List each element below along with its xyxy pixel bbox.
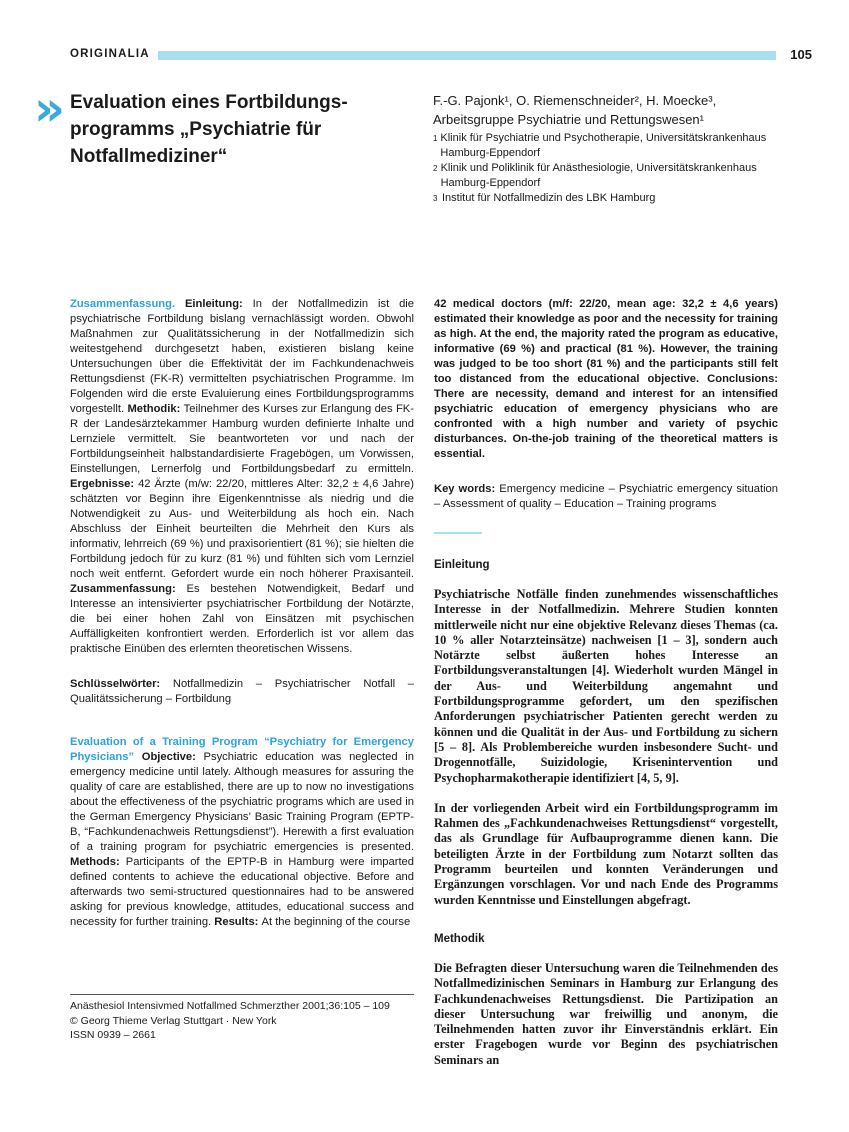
affiliation-item bbox=[433, 131, 793, 161]
author-line-2: Arbeitsgruppe Psychiatrie und Rettungswesen¹ bbox=[433, 111, 704, 127]
intro-label: Einleitung: bbox=[184, 298, 243, 310]
article-title: Evaluation eines Fortbildungsprogramms „Psychiatrie für Notfallmediziner“ bbox=[70, 92, 348, 167]
left-column bbox=[70, 297, 414, 930]
body-paragraph: In der vorliegenden Arbeit wird ein Fortbildungsprogramm im Rahmen des „Fachkundenachweises Rettungsdienst“ vorgestellt, das als Grundlage für Aufbauprogramme dienen kann. Die beteiligten Ärzte in der Fortbildung zum Notarzt sollten das Programm beurteilen und konnten Veränderungen und Ergänzungen vorschlagen. Vor und nach Ende des Programms wurden Kenntnisse und Einstellungen abgefragt. bbox=[434, 800, 778, 907]
abstract-german bbox=[70, 297, 414, 657]
abstract-english-part1 bbox=[70, 735, 414, 930]
method-text: Teilnehmer des Kurses zur Erlangung des FK-R der Landesärztekammer Hamburg wurden definierte Inhalte und Lernziele vermittelt. Sie beantworteten vor und nach der Fortbildungseinheit halbstandardisierte Fragebögen, um Vorwissen, Einstellungen, Lernerfolg und Fortbildungsbedarf zu ermitteln. bbox=[70, 403, 414, 475]
results-text-en-part1: At the beginning of the course bbox=[261, 916, 411, 928]
journal-citation: Anästhesiol Intensivmed Notfallmed Schmerzther 2001;36:105 – 109 bbox=[70, 1000, 390, 1012]
abstract-english-part2 bbox=[434, 297, 778, 462]
body-paragraph: Psychiatrische Notfälle finden zunehmendes wissenschaftliches Interesse in der Notfallmedizin. Mehrere Studien konnten mittlerweile nicht nur eine objektive Relevanz dieses Themas (ca. 10 % aller Notarzteinsätze) nachweisen [1 – 3], sondern auch Notärzte selbst äußerten hohes Interesse an Fortbildungsveranstaltungen [4]. Wiederholt wurden Mängel in der Aus- und Weiterbildung angemahnt und Fortbildungsprogramme gefordert, um den spezifischen Anforderungen psychiatrischer Patienten gerecht werden zu können und die Qualität in der Aus- und Fortbildung zu sichern [5 – 8]. Als Problembereiche wurden insbesondere Sucht- und Drogennotfälle, Suizidologie, Krisenintervention und Psychopharmakotherapie identifiziert [4, 5, 9]. bbox=[434, 587, 778, 785]
author-line-1: F.-G. Pajonk¹, O. Riemenschneider², H. Moecke³, bbox=[433, 93, 717, 108]
section-heading-methodik: Methodik bbox=[434, 932, 485, 945]
keywords-label-de: Schlüsselwörter: bbox=[70, 678, 161, 690]
methods-text: Participants of the EPTP-B in Hamburg were imparted defined contents to achieve the educational objective. Before and afterwards two semi-structured questionnaires had to be answered asking for previous knowledge, attitudes, educational success and necessity for further training. bbox=[70, 856, 415, 928]
results-text-en-part2: 42 medical doctors (m/f: 22/20, mean age: 32,2 ± 4,6 years) estimated their knowledge as poor and the necessity for training as high. At the end, the majority rated the program as educative, informative (69 %) and practical (81 %). However, the training was judged to be too short (81 %) and the participants still felt too distanced from the educational objective. bbox=[434, 298, 778, 385]
affiliation-number: 1 bbox=[433, 134, 438, 143]
abstract-heading-de: Zusammenfassung. bbox=[70, 298, 176, 310]
abstract-heading-en: Evaluation of a Training Program “Psychiatry for Emergency Physicians” bbox=[70, 736, 414, 763]
results-label-en: Results: bbox=[214, 916, 259, 928]
affiliation-text: Klinik für Psychiatrie und Psychotherapie, Universitätskrankenhaus Hamburg-Eppendorf bbox=[440, 132, 767, 159]
summary-label: Zusammenfassung: bbox=[70, 583, 176, 595]
keywords-english bbox=[434, 482, 778, 512]
body-paragraph: Die Befragten dieser Untersuchung waren die Teilnehmenden des Notfallmedizinischen Seminars in Hamburg zur Erlangung des Fachkundenachweises Rettungsdienst. Die Partizipation an dieser Untersuchung war freiwillig und anonym, die Teilnehmenden hatten zuvor ihr Einverständnis erklärt. Ein erster Fragebogen wurde vor Beginn des psychiatrischen Seminars an bbox=[434, 960, 778, 1067]
summary-text: Es bestehen Notwendigkeit, Bedarf und Interesse an intensivierter psychiatrischer Fortbildung der Notärzte, die bei einer hohen Zahl von Einsätzen mit psychischen Auffälligkeiten konfrontiert werden. Erforderlich ist vor allem das praktische Einüben des erlernten theoretischen Wissens. bbox=[70, 583, 414, 655]
section-divider bbox=[434, 532, 482, 534]
issn-line: ISSN 0939 – 2661 bbox=[70, 1029, 156, 1041]
conclusions-text: There are necessity, demand and interest for an intensified psychiatric education of emergency physicians who are confronted with a high number and variety of psychic disturbances. On-the-job training of the theoretical matters is essential. bbox=[434, 388, 778, 460]
affiliation-item bbox=[433, 191, 793, 206]
intro-text: In der Notfallmedizin ist die psychiatrische Fortbildung bislang vernachlässigt worden. Obwohl Maßnahmen zur Qualitätssicherung in der Notfallmedizin sich weitestgehend durchgesetzt haben, existieren bislang keine Untersuchungen über die Effektivität der im Fachkundenachweis Rettungsdienst (FK-R) vermittelten psychiatrischen Programme. Im Folgenden wird die erste Evaluierung eines Fortbildungsprogramms vorgestellt. bbox=[70, 298, 414, 415]
affiliation-item bbox=[433, 161, 793, 191]
conclusions-label: Conclusions: bbox=[707, 373, 779, 385]
header-bar bbox=[158, 51, 776, 60]
methods-label: Methods: bbox=[70, 856, 120, 868]
keywords-text-en: Emergency medicine – Psychiatric emergency situation – Assessment of quality – Education – Training programs bbox=[434, 483, 779, 510]
affiliation-number: 2 bbox=[433, 164, 438, 173]
right-column bbox=[434, 297, 778, 1068]
keywords-label-en: Key words: bbox=[434, 483, 496, 495]
running-header bbox=[70, 47, 812, 65]
method-label: Methodik: bbox=[127, 403, 181, 415]
affiliation-text: Klinik und Poliklinik für Anästhesiologie, Universitätskrankenhaus Hamburg-Eppendorf bbox=[440, 162, 757, 189]
page-number: 105 bbox=[790, 47, 812, 62]
title-quote-icon: » bbox=[34, 81, 60, 137]
results-label: Ergebnisse: bbox=[70, 478, 135, 490]
keywords-text-de: Notfallmedizin – Psychiatrischer Notfall – Qualitätssicherung – Fortbildung bbox=[70, 678, 414, 705]
affiliation-number: 3 bbox=[433, 194, 438, 203]
keywords-german bbox=[70, 677, 414, 707]
objective-text: Psychiatric education was neglected in emergency medicine until lately. Although measures for assuring the quality of care are established, there are up to now no investigations about the effectiveness of the psychiatric programs which are used in the German Emergency Physicians’ Basic Training Program (EPTP-B, “Fachkundenachweis Rettungsdienst”). Herewith a first evaluation of a training program for psychiatric emergencies is presented. bbox=[70, 751, 414, 853]
citation-footer bbox=[70, 994, 414, 1043]
author-block bbox=[433, 92, 793, 129]
section-label: ORIGINALIA bbox=[70, 48, 150, 60]
publisher-line: © Georg Thieme Verlag Stuttgart · New York bbox=[70, 1014, 277, 1027]
section-heading-einleitung: Einleitung bbox=[434, 559, 490, 571]
results-text: 42 Ärzte (m/w: 22/20, mittleres Alter: 32,2 ± 4,6 Jahre) schätzten vor Beginn ihre Eigenkenntnisse als niedrig und die Notwendigkeit zu Aus- und Weiterbildung als hoch ein. Nach Abschluss der Einheit beurteilten die Mehrheit den Kurs als informativ, lehrreich (69 %) und praxisorientiert (81 %); sie hielten die Fortbildung jedoch für zu kurz (81 %) und fühlten sich vom Lernziel noch weit entfernt. Gefordert wurde ein noch höherer Praxisanteil. bbox=[70, 478, 415, 580]
affiliation-list bbox=[433, 131, 793, 206]
affiliation-text: Institut für Notfallmedizin des LBK Hamburg bbox=[442, 192, 656, 204]
objective-label: Objective: bbox=[141, 751, 196, 763]
